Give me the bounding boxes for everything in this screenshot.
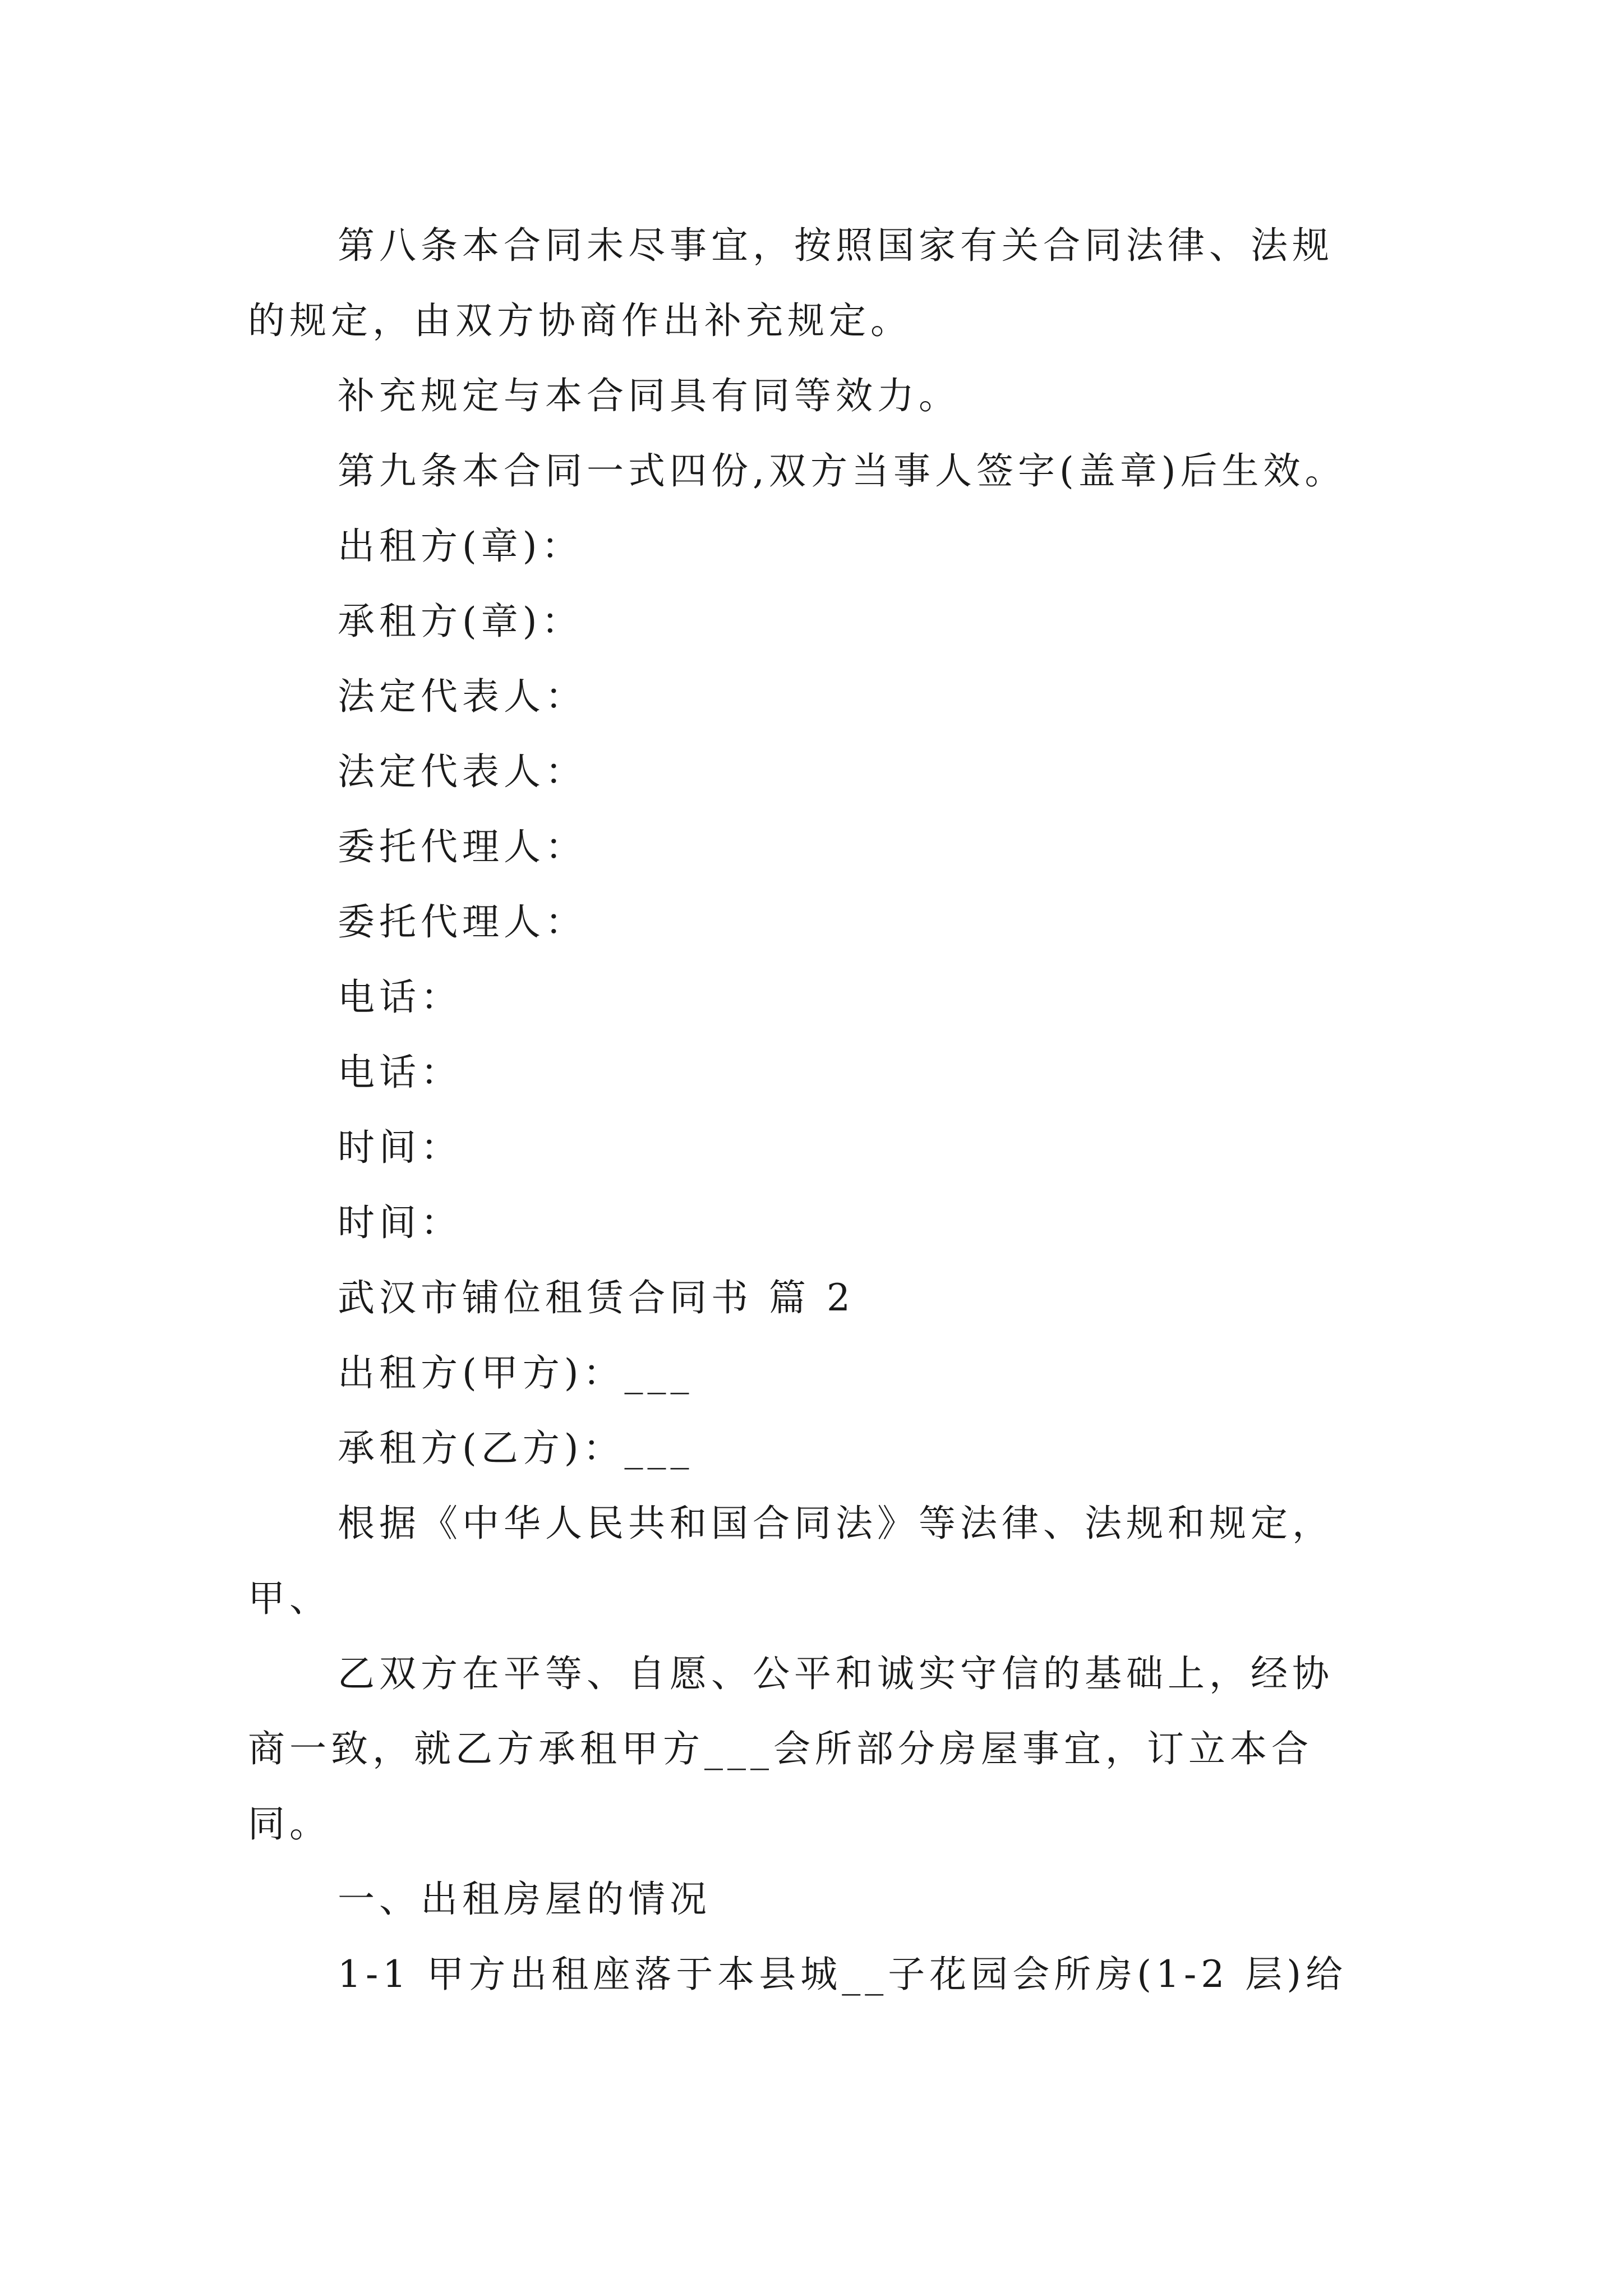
clause-1-1-line: 1-1 甲方出租座落于本县城__子花园会所房(1-2 层)给 [338,1953,1348,1996]
preamble-line-3: 乙双方在平等、自愿、公平和诚实守信的基础上，经协 [338,1652,1334,1695]
lessor-seal-label: 出租方(章)： [338,524,583,568]
lessor-party-line: 出租方(甲方)：___ [338,1351,694,1395]
phone-label-2: 电话： [338,1051,462,1094]
section-1-heading: 一、出租房屋的情况 [338,1878,711,1921]
lessee-seal-label: 承租方(章)： [338,600,583,643]
article-8-line-1: 第八条本合同未尽事宜，按照国家有关合同法律、法规 [338,224,1334,267]
agent-label-1: 委托代理人： [338,825,587,868]
preamble-line-5: 同。 [248,1802,331,1846]
supplement-effect-line: 补充规定与本合同具有同等效力。 [338,374,960,417]
article-8-line-2: 的规定，由双方协商作出补充规定。 [248,299,912,342]
preamble-line-4: 商一致，就乙方承租甲方___会所部分房屋事宜，订立本合 [248,1727,1313,1770]
time-label-2: 时间： [338,1201,462,1244]
preamble-line-1: 根据《中华人民共和国合同法》等法律、法规和规定， [338,1502,1334,1545]
time-label-1: 时间： [338,1126,462,1169]
lessee-party-line: 承租方(乙方)：___ [338,1427,694,1470]
section-title: 武汉市铺位租赁合同书 篇 2 [338,1276,855,1319]
preamble-line-2: 甲、 [248,1577,331,1620]
agent-label-2: 委托代理人： [338,900,587,944]
legal-rep-label-1: 法定代表人： [338,675,587,718]
phone-label-1: 电话： [338,976,462,1019]
article-9-line: 第九条本合同一式四份,双方当事人签字(盖章)后生效。 [338,449,1347,493]
legal-rep-label-2: 法定代表人： [338,750,587,793]
